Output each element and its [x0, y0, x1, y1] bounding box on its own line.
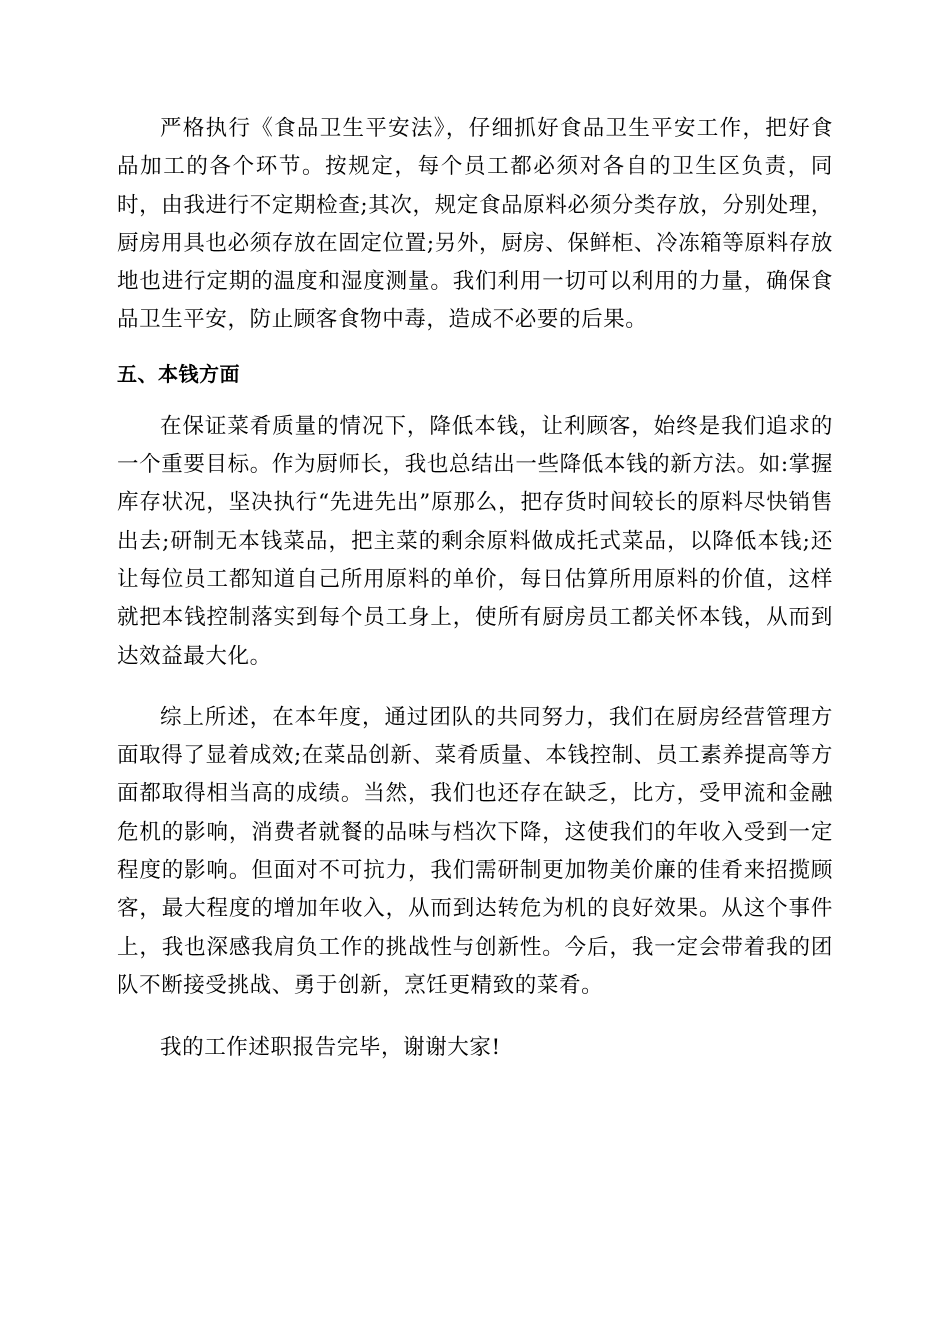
section-heading-cost: 五、本钱方面	[117, 361, 240, 386]
paragraph-food-safety: 严格执行《食品卫生平安法》，仔细抓好食品卫生平安工作，把好食品加工的各个环节。按规定，每个员工都必须对各自的卫生区负责，同时，由我进行不定期检查;其次，规定食品原料必须分类存放，分别处理，厨房用具也必须存放在固定位置;另外，厨房、保鲜柜、冷冻箱等原料存放地也进行定期的温度和湿度测量。我们利用一切可以利用的力量，确保食品卫生平安，防止顾客食物中毒，造成不必要的后果。	[117, 116, 833, 333]
paragraph-cost-control: 在保证菜肴质量的情况下，降低本钱，让利顾客，始终是我们追求的一个重要目标。作为厨师长，我也总结出一些降低本钱的新方法。如:掌握库存状况，坚决执行“先进先出”原那么，把存货时间较长的原料尽快销售出去;研制无本钱菜品，把主菜的剩余原料做成托式菜品，以降低本钱;还让每位员工都知道自己所用原料的单价，每日估算所用原料的价值，这样就把本钱控制落实到每个员工身上，使所有厨房员工都关怀本钱，从而到达效益最大化。	[117, 413, 833, 669]
document-body	[117, 110, 833, 1068]
paragraph-closing: 我的工作述职报告完毕，谢谢大家!	[160, 1035, 501, 1061]
paragraph-summary: 综上所述，在本年度，通过团队的共同努力，我们在厨房经营管理方面取得了显着成效;在菜品创新、菜肴质量、本钱控制、员工素养提高等方面都取得相当高的成绩。当然，我们也还存在缺乏，比方，受甲流和金融危机的影响，消费者就餐的品味与档次下降，这使我们的年收入受到一定程度的影响。但面对不可抗力，我们需研制更加物美价廉的佳肴来招揽顾客，最大程度的增加年收入，从而到达转危为机的良好效果。从这个事件上，我也深感我肩负工作的挑战性与创新性。今后，我一定会带着我的团队不断接受挑战、勇于创新，烹饪更精致的菜肴。	[117, 704, 833, 998]
